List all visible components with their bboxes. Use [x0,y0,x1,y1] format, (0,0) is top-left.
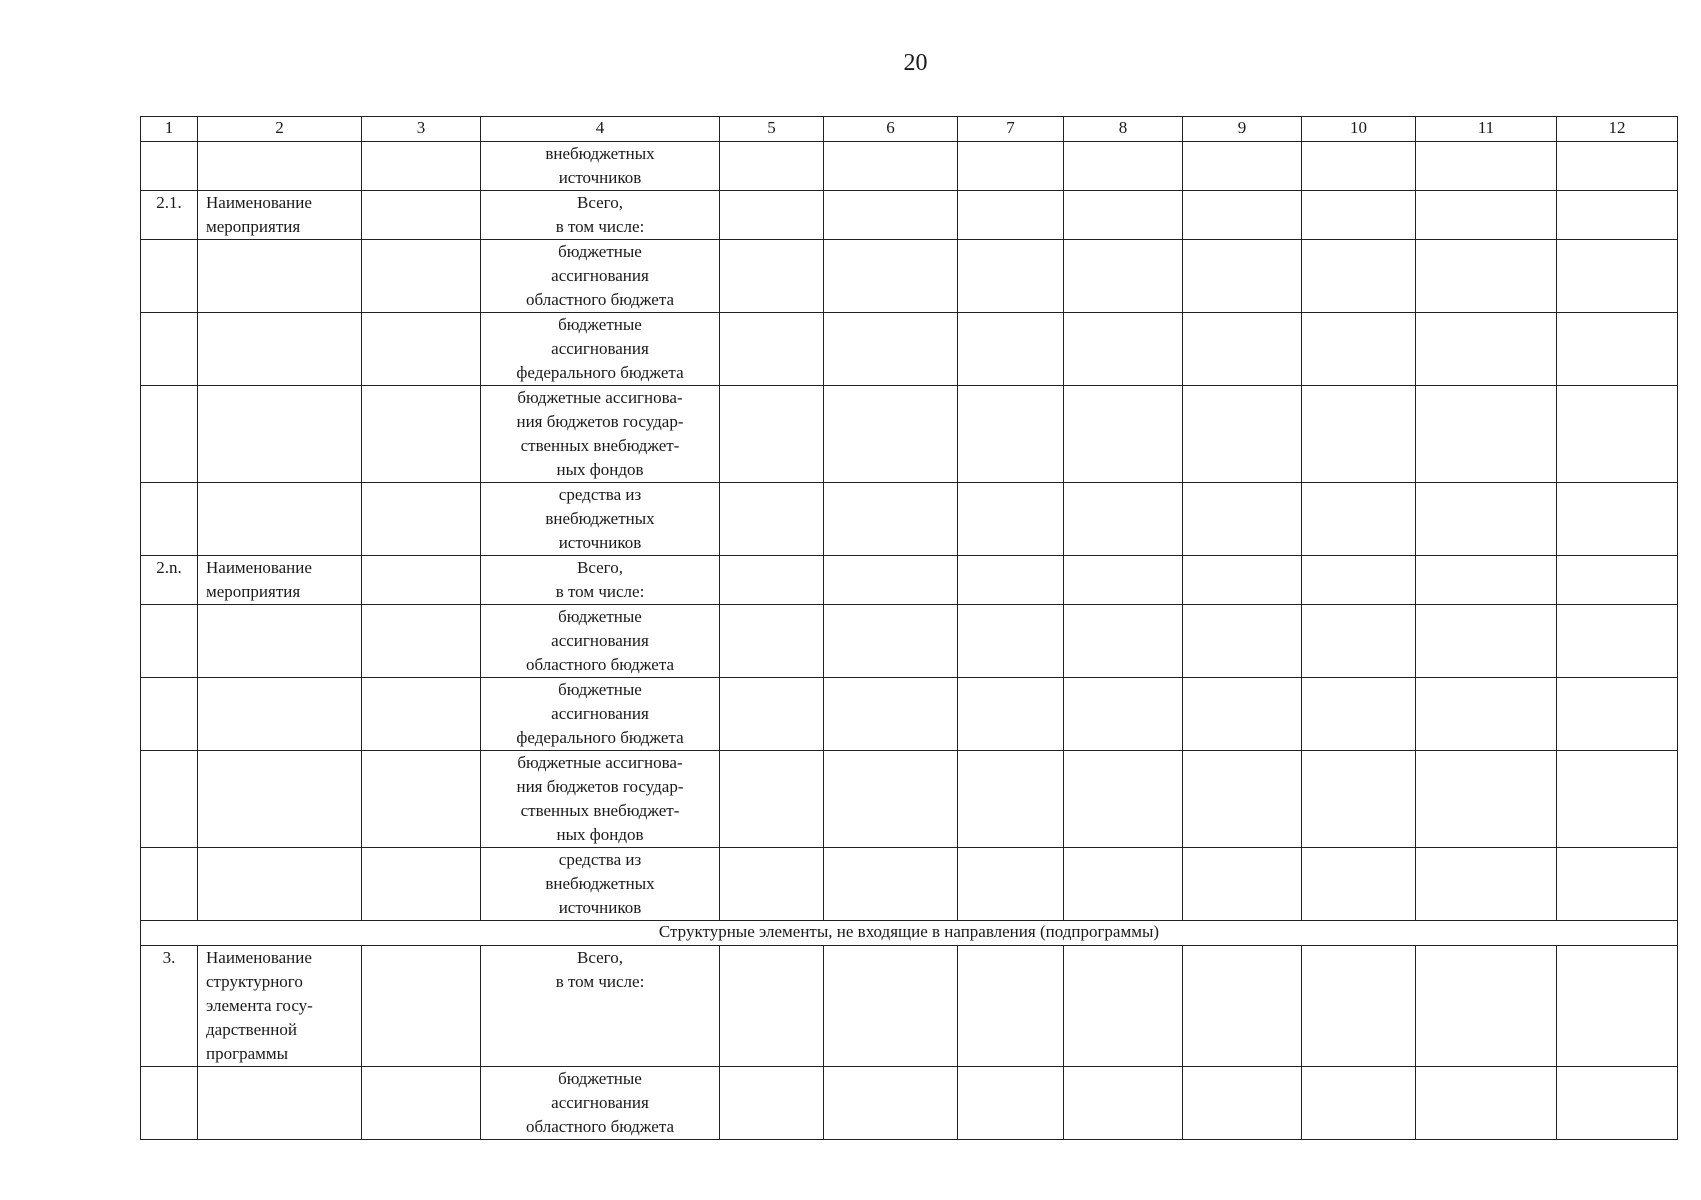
value-cell [1183,556,1302,605]
value-cell [1064,191,1183,240]
value-cell [720,483,824,556]
value-cell [1416,386,1557,483]
funding-source: бюджетные ассигнова- ния бюджетов государ- ственных внебюджет- ных фондов [481,386,720,483]
empty-cell [362,483,481,556]
value-cell [1302,848,1416,921]
value-cell [1557,313,1678,386]
value-cell [1302,386,1416,483]
empty-cell [362,946,481,1067]
value-cell [958,386,1064,483]
value-cell [1557,191,1678,240]
empty-cell [362,313,481,386]
row-number [141,751,198,848]
value-cell [1064,142,1183,191]
value-cell [958,848,1064,921]
section-title: Структурные элементы, не входящие в направления (подпрограммы) [141,921,1678,946]
table-row [141,191,1678,240]
value-cell [824,1067,958,1140]
value-cell [824,678,958,751]
table-row [141,678,1678,751]
column-number-row [141,117,1678,142]
value-cell [1183,605,1302,678]
value-cell [1183,191,1302,240]
value-cell [1302,313,1416,386]
value-cell [1064,605,1183,678]
funding-source: бюджетные ассигнования областного бюджета [481,1067,720,1140]
value-cell [824,605,958,678]
table-row [141,483,1678,556]
value-cell [1416,191,1557,240]
value-cell [720,946,824,1067]
section-row [141,921,1678,946]
value-cell [1064,313,1183,386]
value-cell [1302,946,1416,1067]
table-row [141,605,1678,678]
value-cell [1183,240,1302,313]
row-number [141,605,198,678]
row-name [198,240,362,313]
value-cell [1302,142,1416,191]
funding-source: бюджетные ассигнования областного бюджета [481,240,720,313]
value-cell [1557,605,1678,678]
value-cell [1302,605,1416,678]
table-row [141,240,1678,313]
row-name: Наименование мероприятия [198,556,362,605]
funding-source: внебюджетных источников [481,142,720,191]
empty-cell [362,751,481,848]
value-cell [1183,751,1302,848]
value-cell [1183,678,1302,751]
value-cell [720,313,824,386]
row-number [141,1067,198,1140]
table-row [141,313,1678,386]
row-number [141,240,198,313]
row-number [141,678,198,751]
funding-source: Всего, в том числе: [481,946,720,1067]
column-header: 4 [481,117,720,142]
value-cell [1416,678,1557,751]
value-cell [1557,751,1678,848]
row-name [198,848,362,921]
value-cell [824,191,958,240]
column-header: 6 [824,117,958,142]
value-cell [1302,240,1416,313]
empty-cell [362,605,481,678]
value-cell [1183,142,1302,191]
table-row [141,556,1678,605]
empty-cell [362,1067,481,1140]
page-number: 20 [903,50,928,76]
value-cell [1557,483,1678,556]
row-name [198,142,362,191]
value-cell [824,751,958,848]
row-name [198,386,362,483]
value-cell [958,191,1064,240]
funding-source: средства из внебюджетных источников [481,848,720,921]
value-cell [958,751,1064,848]
column-header: 11 [1416,117,1557,142]
empty-cell [362,848,481,921]
row-number [141,313,198,386]
table-row [141,848,1678,921]
value-cell [1416,848,1557,921]
value-cell [720,848,824,921]
empty-cell [362,142,481,191]
value-cell [1416,313,1557,386]
value-cell [958,142,1064,191]
funding-source: Всего, в том числе: [481,556,720,605]
empty-cell [362,386,481,483]
value-cell [1064,386,1183,483]
value-cell [720,386,824,483]
value-cell [1064,946,1183,1067]
value-cell [1183,386,1302,483]
value-cell [720,1067,824,1140]
value-cell [824,142,958,191]
row-number [141,848,198,921]
value-cell [1302,751,1416,848]
empty-cell [362,240,481,313]
column-header: 9 [1183,117,1302,142]
value-cell [824,483,958,556]
row-number: 3. [141,946,198,1067]
value-cell [958,240,1064,313]
value-cell [1416,605,1557,678]
value-cell [1416,946,1557,1067]
row-name [198,751,362,848]
budget-table [140,116,1678,1140]
value-cell [1302,556,1416,605]
value-cell [958,483,1064,556]
value-cell [824,240,958,313]
row-number [141,386,198,483]
value-cell [1064,678,1183,751]
row-name [198,678,362,751]
funding-source: средства из внебюджетных источников [481,483,720,556]
value-cell [1302,678,1416,751]
row-name [198,313,362,386]
value-cell [1183,1067,1302,1140]
value-cell [824,946,958,1067]
column-header: 3 [362,117,481,142]
value-cell [720,191,824,240]
value-cell [1064,483,1183,556]
value-cell [1557,556,1678,605]
table-row [141,751,1678,848]
value-cell [720,142,824,191]
value-cell [958,1067,1064,1140]
value-cell [824,556,958,605]
funding-source: бюджетные ассигнования областного бюджета [481,605,720,678]
row-name [198,483,362,556]
value-cell [1183,946,1302,1067]
value-cell [824,313,958,386]
value-cell [1183,483,1302,556]
value-cell [720,751,824,848]
row-number [141,483,198,556]
empty-cell [362,191,481,240]
value-cell [1416,240,1557,313]
column-header: 10 [1302,117,1416,142]
value-cell [720,556,824,605]
column-header: 2 [198,117,362,142]
table-row [141,142,1678,191]
column-header: 8 [1064,117,1183,142]
value-cell [1557,946,1678,1067]
value-cell [958,605,1064,678]
value-cell [1557,678,1678,751]
value-cell [1557,240,1678,313]
table-row [141,1067,1678,1140]
value-cell [824,848,958,921]
value-cell [1302,191,1416,240]
value-cell [1064,751,1183,848]
row-number: 2.1. [141,191,198,240]
funding-source: бюджетные ассигнова- ния бюджетов государ- ственных внебюджет- ных фондов [481,751,720,848]
value-cell [1416,483,1557,556]
value-cell [824,386,958,483]
value-cell [1557,386,1678,483]
value-cell [720,605,824,678]
column-header: 5 [720,117,824,142]
value-cell [1302,483,1416,556]
funding-source: Всего, в том числе: [481,191,720,240]
value-cell [958,678,1064,751]
row-number: 2.n. [141,556,198,605]
value-cell [1183,848,1302,921]
empty-cell [362,678,481,751]
table-row [141,946,1678,1067]
value-cell [1064,556,1183,605]
value-cell [958,556,1064,605]
value-cell [1064,240,1183,313]
value-cell [1557,1067,1678,1140]
column-header: 1 [141,117,198,142]
table-row [141,386,1678,483]
value-cell [1416,751,1557,848]
column-header: 7 [958,117,1064,142]
value-cell [720,678,824,751]
value-cell [1064,1067,1183,1140]
value-cell [958,946,1064,1067]
value-cell [958,313,1064,386]
row-name: Наименование структурного элемента госу- дарственной программы [198,946,362,1067]
funding-source: бюджетные ассигнования федерального бюджета [481,313,720,386]
value-cell [1557,142,1678,191]
row-name: Наименование мероприятия [198,191,362,240]
row-number [141,142,198,191]
value-cell [1416,1067,1557,1140]
value-cell [1557,848,1678,921]
row-name [198,605,362,678]
value-cell [720,240,824,313]
value-cell [1183,313,1302,386]
column-header: 12 [1557,117,1678,142]
empty-cell [362,556,481,605]
value-cell [1416,142,1557,191]
funding-source: бюджетные ассигнования федерального бюджета [481,678,720,751]
row-name [198,1067,362,1140]
value-cell [1302,1067,1416,1140]
value-cell [1416,556,1557,605]
value-cell [1064,848,1183,921]
